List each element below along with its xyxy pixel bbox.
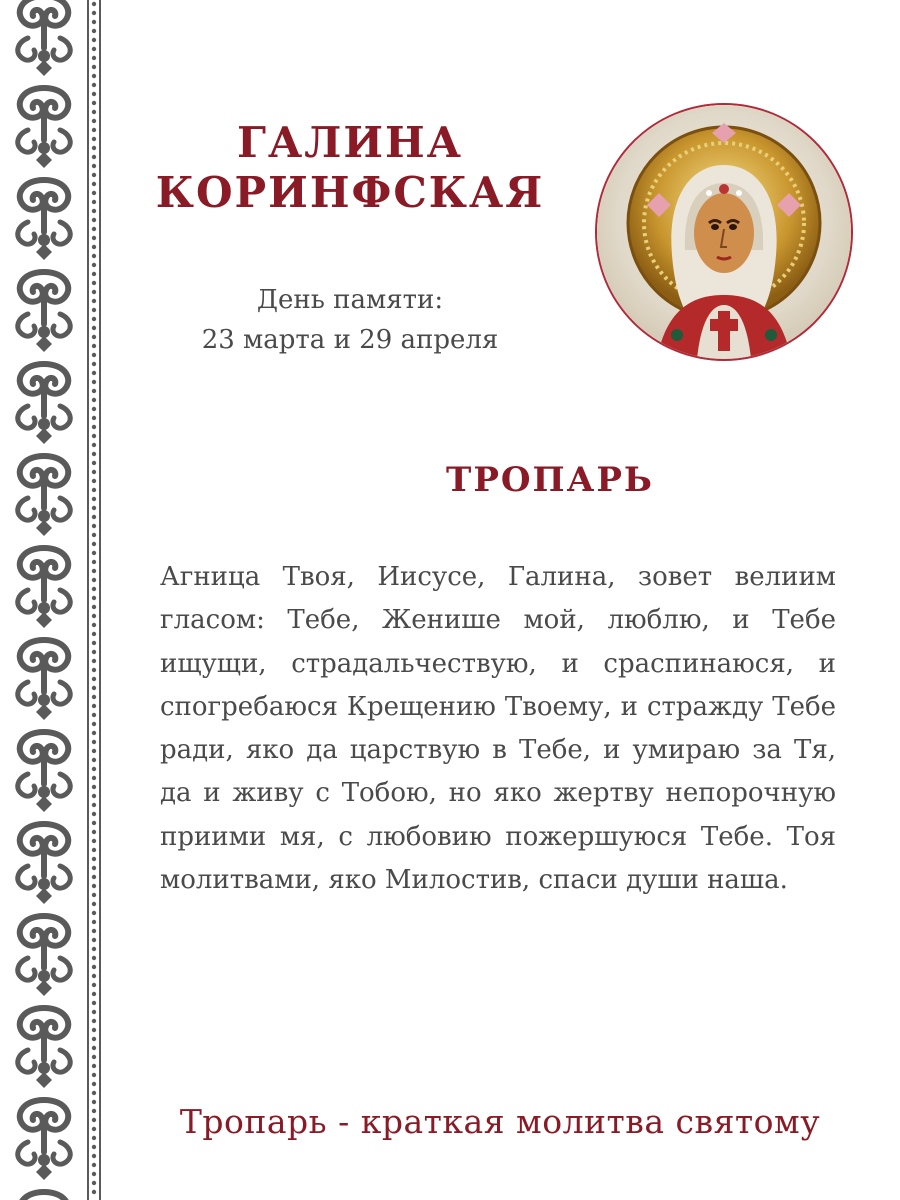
saint-icon-image [597,105,851,359]
memorial-day-dates: 23 марта и 29 апреля [201,325,499,355]
memorial-day-label: День памяти: [256,285,444,315]
memorial-day-block [150,280,550,360]
footer-caption: Тропарь - краткая молитва святому [179,1102,821,1141]
troparion-text: Агница Твоя, Иисусе, Галина, зовет велиим гласом: Тебе, Женише мой, люблю, и Тебе ищущи, страдальчествую, и сраспинаюся, и спогребаюся Крещению Твоему, и стражду Тебе ради, яко да царствую в Тебе, и умираю за Тя, да и живу с Тобою, но яко жертву непорочную приими мя, с любовию пожершуюся Тебе. Тоя молитвами, яко Милостив, спаси души наша. [160,562,836,896]
saint-name-heading [150,118,550,218]
saint-name-line-2: КОРИНФСКАЯ [155,168,545,217]
folk-ornament-border [0,0,104,1200]
troparion-title: ТРОПАРЬ [446,460,654,500]
saint-name-line-1: ГАЛИНА [237,118,463,167]
